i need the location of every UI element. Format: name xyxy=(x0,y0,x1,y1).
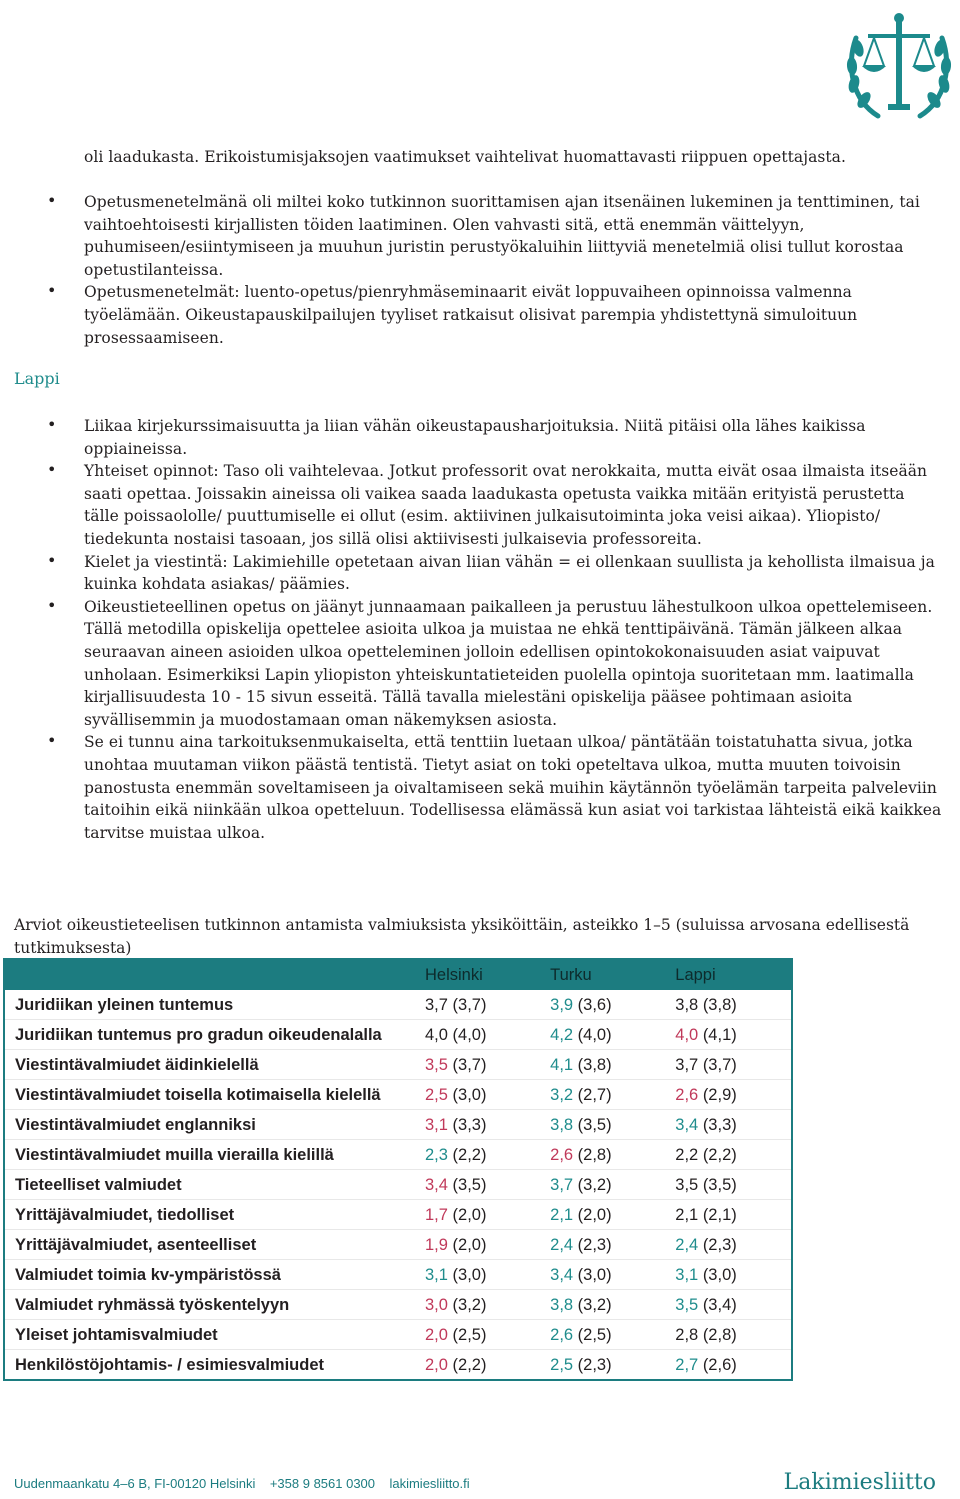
row-label: Juridiikan tuntemus pro gradun oikeudenalalla xyxy=(4,1020,415,1050)
rating-cell xyxy=(665,1350,792,1381)
rating-cell xyxy=(415,990,540,1020)
previous-rating: (3,0) xyxy=(452,1086,487,1104)
previous-rating: (2,0) xyxy=(577,1206,612,1224)
bullet-icon: • xyxy=(47,281,57,301)
previous-rating: (2,1) xyxy=(702,1206,737,1224)
rating-value: 4,0 xyxy=(425,1026,448,1044)
rating-cell xyxy=(540,1230,665,1260)
bullet-icon: • xyxy=(47,415,57,434)
rating-cell xyxy=(415,1200,540,1230)
rating-cell xyxy=(665,990,792,1020)
previous-rating: (2,3) xyxy=(577,1236,612,1254)
rating-cell xyxy=(415,1350,540,1381)
table-body xyxy=(4,990,792,1380)
rating-value: 3,4 xyxy=(425,1176,448,1194)
rating-value: 2,3 xyxy=(425,1146,448,1164)
rating-cell xyxy=(540,1110,665,1140)
previous-rating: (2,0) xyxy=(452,1236,487,1254)
previous-rating: (3,2) xyxy=(452,1296,487,1314)
continuation-text: oli laadukasta. Erikoistumisjaksojen vaatimukset vaihtelivat huomattavasti riippuen opettajasta. xyxy=(84,148,846,166)
row-label: Yrittäjävalmiudet, asenteelliset xyxy=(4,1230,415,1260)
rating-cell xyxy=(540,1350,665,1381)
rating-value: 2,2 xyxy=(675,1146,699,1164)
rating-cell xyxy=(665,1110,792,1140)
section1-list xyxy=(0,146,960,169)
previous-rating: (3,5) xyxy=(702,1176,737,1194)
rating-value: 3,4 xyxy=(675,1116,699,1134)
footer-address: Uudenmaankatu 4–6 B, FI-00120 Helsinki xyxy=(14,1476,256,1491)
previous-rating: (3,0) xyxy=(577,1266,612,1284)
rating-cell xyxy=(415,1260,540,1290)
rating-value: 3,5 xyxy=(675,1176,699,1194)
previous-rating: (2,6) xyxy=(702,1356,737,1374)
row-label: Valmiudet toimia kv-ympäristössä xyxy=(4,1260,415,1290)
rating-cell xyxy=(540,1320,665,1350)
row-label: Tieteelliset valmiudet xyxy=(4,1170,415,1200)
previous-rating: (3,2) xyxy=(577,1296,612,1314)
previous-rating: (2,8) xyxy=(577,1146,612,1164)
rating-cell xyxy=(540,1080,665,1110)
rating-value: 3,0 xyxy=(425,1296,448,1314)
previous-rating: (3,7) xyxy=(452,1056,487,1074)
rating-cell xyxy=(415,1140,540,1170)
row-label: Viestintävalmiudet toisella kotimaisella kielellä xyxy=(4,1080,415,1110)
list-item: • Opetusmenetelmät: luento-opetus/pienryhmäseminaarit eivät loppuvaiheen opinnoissa valmenna työelämään. Oikeustapauskilpailujen tyyliset ratkaisut olisivat parempia yhdistettynä simuloituun prosessaamiseen. xyxy=(47,281,858,347)
ratings-table xyxy=(3,958,793,1381)
bullet-icon: • xyxy=(47,731,57,751)
previous-rating: (3,3) xyxy=(452,1116,487,1134)
list-item: • Liikaa kirjekurssimaisuutta ja liian vähän oikeustapausharjoituksia. Niitä pitäisi olla lähes kaikissa oppiaineissa. xyxy=(47,415,866,458)
previous-rating: (3,7) xyxy=(702,1056,737,1074)
rating-cell xyxy=(540,990,665,1020)
previous-rating: (2,0) xyxy=(452,1206,487,1224)
table-caption: Arviot oikeustieteelisen tutkinnon antamista valmiuksista yksiköittäin, asteikko 1–5 (suluissa arvosana edellisestä tutkimuksesta) xyxy=(14,916,910,957)
header-empty xyxy=(4,959,415,990)
rating-value: 2,0 xyxy=(425,1356,448,1374)
section1-bullets xyxy=(0,191,960,349)
previous-rating: (4,0) xyxy=(577,1026,612,1044)
table-row xyxy=(4,1290,792,1320)
previous-rating: (3,0) xyxy=(452,1266,487,1284)
table-row xyxy=(4,990,792,1020)
rating-cell xyxy=(415,1320,540,1350)
footer xyxy=(0,1470,960,1499)
rating-value: 3,4 xyxy=(550,1266,574,1284)
row-label: Yrittäjävalmiudet, tiedolliset xyxy=(4,1200,415,1230)
row-label: Viestintävalmiudet muilla vierailla kielillä xyxy=(4,1140,415,1170)
section-heading-lappi: Lappi xyxy=(14,369,60,388)
rating-cell xyxy=(540,1260,665,1290)
rating-cell xyxy=(415,1110,540,1140)
previous-rating: (3,0) xyxy=(702,1266,737,1284)
previous-rating: (4,0) xyxy=(452,1026,487,1044)
table-row xyxy=(4,1110,792,1140)
rating-value: 3,8 xyxy=(675,996,699,1014)
rating-value: 3,8 xyxy=(550,1296,574,1314)
table-row xyxy=(4,1080,792,1110)
previous-rating: (4,1) xyxy=(702,1026,737,1044)
previous-rating: (3,4) xyxy=(702,1296,737,1314)
rating-value: 3,1 xyxy=(425,1116,448,1134)
rating-cell xyxy=(540,1050,665,1080)
rating-value: 2,6 xyxy=(675,1086,699,1104)
table-row xyxy=(4,1200,792,1230)
rating-cell xyxy=(540,1290,665,1320)
previous-rating: (2,3) xyxy=(702,1236,737,1254)
rating-cell xyxy=(415,1050,540,1080)
footer-phone: +358 9 8561 0300 xyxy=(269,1476,376,1491)
rating-value: 3,5 xyxy=(425,1056,448,1074)
rating-value: 1,7 xyxy=(425,1206,448,1224)
rating-value: 2,1 xyxy=(675,1206,699,1224)
list-item: • Se ei tunnu aina tarkoituksenmukaiselta, että tenttiin luetaan ulkoa/ päntätään toistatuhatta sivua, jotka unohtaa muutaman viikon päästä tentistä. Tietyt asiat on toki opeteltava ulkoa, mutta muuten toivoisin panostusta enemmän soveltamiseen ja oivaltamiseen sekä muihin käytännön työelämän tarpeita palveleviin taitoihin eikä niinkään ulkoa opetteluun. Todellisessa elämässä kun asiat voi tarkistaa lähteistä eikä kaikkea tarvitse muistaa ulkoa. xyxy=(47,731,942,842)
list-item: • Opetusmenetelmänä oli miltei koko tutkinnon suorittamisen ajan itsenäinen lukeminen ja tenttiminen, tai vaihtoehtoisesti kirjallisten töiden laatiminen. Olen vahvasti sitä, että enemmän väittelyyn, puhumiseen/esiintymiseen ja muuhun juristin perustyökaluihin liittyviä menetelmiä olisi tullut korostaa opetustilanteissa. xyxy=(47,191,920,279)
rating-value: 2,1 xyxy=(550,1206,574,1224)
previous-rating: (3,6) xyxy=(577,996,612,1014)
rating-cell xyxy=(665,1230,792,1260)
rating-value: 3,7 xyxy=(550,1176,574,1194)
rating-value: 3,9 xyxy=(550,996,574,1014)
scales-of-justice-logo-icon xyxy=(838,4,960,126)
footer-brand-logo: Lakimiesliitto xyxy=(783,1470,936,1495)
list-item: • Oikeustieteellinen opetus on jäänyt junnaamaan paikalleen ja perustuu lähestulkoon ulkoa opettelemiseen. Tällä metodilla opiskelija opettelee asioita ulkoa ja muistaa ne ehkä tenttipäivänä. Tämän jälkeen alkaa seuraavan aineen asioiden ulkoa opetteleminen jolloin edellisen opintokokonaisuuden asiat vaipuvat unholaan. Esimerkiksi Lapin yliopiston yhteiskuntatieteiden puolella opintoja suoritetaan mm. laatimalla kirjallisuudesta 10 - 15 sivun esseitä. Tällä tavalla mielestäni opiskelija pääsee pohtimaan asioita syvällisemmin ja muodostamaan oman näkemyksen asiosta. xyxy=(47,595,933,729)
list-item: • Kielet ja viestintä: Lakimiehille opetetaan aivan liian vähän = ei ollenkaan suullista ja kehollista ilmaisua ja kuinka kohdata asiakas/ päämies. xyxy=(47,550,935,594)
row-label: Yleiset johtamisvalmiudet xyxy=(4,1320,415,1350)
header-helsinki: Helsinki xyxy=(415,959,540,990)
previous-rating: (2,9) xyxy=(702,1086,737,1104)
rating-value: 2,0 xyxy=(425,1326,448,1344)
section2-bullets xyxy=(0,415,960,844)
rating-value: 3,7 xyxy=(425,996,448,1014)
rating-value: 4,0 xyxy=(675,1026,699,1044)
rating-cell xyxy=(665,1260,792,1290)
bullet-icon: • xyxy=(47,550,57,570)
rating-value: 1,9 xyxy=(425,1236,448,1254)
table-row xyxy=(4,1260,792,1290)
table-row xyxy=(4,1020,792,1050)
rating-value: 3,5 xyxy=(675,1296,699,1314)
rating-value: 2,4 xyxy=(550,1236,574,1254)
rating-cell xyxy=(665,1170,792,1200)
previous-rating: (3,8) xyxy=(577,1056,612,1074)
previous-rating: (3,3) xyxy=(702,1116,737,1134)
list-item: • Yhteiset opinnot: Taso oli vaihtelevaa. Jotkut professorit ovat nerokkaita, mutta eivät osaa ilmaista itseään saati opettaa. Joissakin aineissa oli vaikea saada laadukasta opetusta vaikka mitään erityistä perustetta tälle poissaololle/ puuttumiselle ei ollut (esim. aktiivinen julkaisutoiminta joka veisi aikaa). Yliopisto/ tiedekunta nostaisi tasoaan, jos sillä olisi aktiivisesti julkaisevia professoreita. xyxy=(47,460,928,548)
rating-value: 2,7 xyxy=(675,1356,699,1374)
row-label: Henkilöstöjohtamis- / esimiesvalmiudet xyxy=(4,1350,415,1381)
footer-contact xyxy=(14,1476,470,1491)
previous-rating: (2,2) xyxy=(452,1146,487,1164)
previous-rating: (2,2) xyxy=(452,1356,487,1374)
rating-value: 2,8 xyxy=(675,1326,699,1344)
table-row xyxy=(4,1320,792,1350)
rating-cell xyxy=(665,1050,792,1080)
rating-cell xyxy=(665,1290,792,1320)
bullet-icon: • xyxy=(47,595,57,615)
rating-value: 3,7 xyxy=(675,1056,699,1074)
previous-rating: (3,8) xyxy=(702,996,737,1014)
rating-cell xyxy=(540,1200,665,1230)
rating-cell xyxy=(665,1320,792,1350)
rating-value: 2,4 xyxy=(675,1236,699,1254)
bullet-icon: • xyxy=(47,460,57,480)
rating-value: 2,6 xyxy=(550,1326,574,1344)
rating-cell xyxy=(415,1020,540,1050)
rating-value: 3,1 xyxy=(675,1266,699,1284)
rating-value: 2,5 xyxy=(425,1086,448,1104)
table-row xyxy=(4,1140,792,1170)
table-row xyxy=(4,1170,792,1200)
table-row xyxy=(4,1350,792,1381)
footer-web-link[interactable]: lakimiesliitto.fi xyxy=(389,1476,470,1491)
row-label: Viestintävalmiudet englanniksi xyxy=(4,1110,415,1140)
header-turku: Turku xyxy=(540,959,665,990)
rating-value: 2,6 xyxy=(550,1146,574,1164)
previous-rating: (2,3) xyxy=(577,1356,612,1374)
rating-cell xyxy=(415,1080,540,1110)
rating-cell xyxy=(665,1020,792,1050)
bullet-icon: • xyxy=(47,191,57,210)
previous-rating: (2,2) xyxy=(702,1146,737,1164)
previous-rating: (3,5) xyxy=(577,1116,612,1134)
previous-rating: (3,7) xyxy=(452,996,487,1014)
rating-cell xyxy=(665,1200,792,1230)
table-row xyxy=(4,1050,792,1080)
rating-cell xyxy=(415,1290,540,1320)
rating-value: 4,1 xyxy=(550,1056,574,1074)
rating-value: 3,1 xyxy=(425,1266,448,1284)
previous-rating: (2,5) xyxy=(577,1326,612,1344)
rating-cell xyxy=(415,1230,540,1260)
rating-cell xyxy=(540,1170,665,1200)
table-row xyxy=(4,1230,792,1260)
rating-value: 2,5 xyxy=(550,1356,574,1374)
rating-cell xyxy=(540,1020,665,1050)
previous-rating: (3,2) xyxy=(577,1176,612,1194)
rating-value: 3,2 xyxy=(550,1086,574,1104)
row-label: Valmiudet ryhmässä työskentelyyn xyxy=(4,1290,415,1320)
previous-rating: (2,8) xyxy=(702,1326,737,1344)
rating-value: 3,8 xyxy=(550,1116,574,1134)
rating-cell xyxy=(665,1080,792,1110)
header-lappi: Lappi xyxy=(665,959,792,990)
row-label: Viestintävalmiudet äidinkielellä xyxy=(4,1050,415,1080)
rating-cell xyxy=(665,1140,792,1170)
previous-rating: (2,5) xyxy=(452,1326,487,1344)
previous-rating: (2,7) xyxy=(577,1086,612,1104)
rating-cell xyxy=(415,1170,540,1200)
previous-rating: (3,5) xyxy=(452,1176,487,1194)
row-label: Juridiikan yleinen tuntemus xyxy=(4,990,415,1020)
rating-value: 4,2 xyxy=(550,1026,574,1044)
table-header-row xyxy=(4,959,792,990)
rating-cell xyxy=(540,1140,665,1170)
